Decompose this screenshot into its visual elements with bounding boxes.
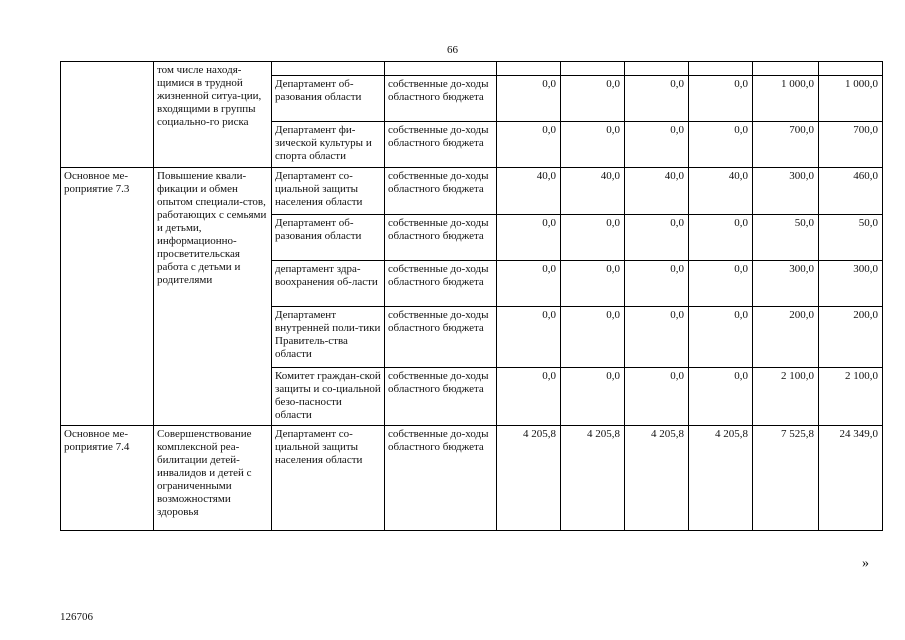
- funding-source-cell: собственные до-ходы областного бюджета: [385, 307, 497, 368]
- amount-cell: 300,0: [753, 168, 819, 215]
- executor-cell: департамент здра-воохранения об-ласти: [272, 261, 385, 307]
- amount-cell: 4 205,8: [561, 426, 625, 531]
- top-cell: [497, 62, 561, 76]
- amount-cell: 0,0: [625, 261, 689, 307]
- top-cell: [272, 62, 385, 76]
- funding-source-cell: собственные до-ходы областного бюджета: [385, 261, 497, 307]
- top-cell-description: том числе находя-щимися в трудной жизненной ситуа-ции, входящими в группы социально-го риска: [154, 62, 272, 168]
- amount-cell: 0,0: [561, 307, 625, 368]
- executor-cell: Департамент фи-зической культуры и спорта области: [272, 122, 385, 168]
- top-cell: [689, 62, 753, 76]
- amount-cell: 0,0: [497, 261, 561, 307]
- amount-cell: 0,0: [561, 122, 625, 168]
- top-cell: [561, 62, 625, 76]
- funding-source-cell: собственные до-ходы областного бюджета: [385, 76, 497, 122]
- amount-cell: 0,0: [689, 76, 753, 122]
- amount-cell: 50,0: [819, 215, 883, 261]
- amount-cell: 0,0: [561, 76, 625, 122]
- amount-cell: 700,0: [819, 122, 883, 168]
- amount-cell: 200,0: [753, 307, 819, 368]
- amount-cell: 0,0: [497, 368, 561, 426]
- top-cell: [385, 62, 497, 76]
- amount-cell: 40,0: [689, 168, 753, 215]
- amount-cell: 460,0: [819, 168, 883, 215]
- budget-table: [60, 61, 883, 531]
- amount-cell: 2 100,0: [753, 368, 819, 426]
- amount-cell: 4 205,8: [625, 426, 689, 531]
- activity-cell: Основное ме-роприятие 7.3: [61, 168, 154, 426]
- top-cell: [753, 62, 819, 76]
- description-cell: Повышение квали-фикации и обмен опытом специали-стов, работающих с семьями и детьми, информационно-просветительская работа с детьми и родителями: [154, 168, 272, 426]
- executor-cell: Департамент об-разования области: [272, 76, 385, 122]
- funding-source-cell: собственные до-ходы областного бюджета: [385, 122, 497, 168]
- amount-cell: 0,0: [625, 76, 689, 122]
- table-row: [61, 426, 883, 531]
- continue-mark: »: [862, 556, 869, 571]
- amount-cell: 7 525,8: [753, 426, 819, 531]
- table-top-row: [61, 62, 883, 76]
- top-cell: [819, 62, 883, 76]
- amount-cell: 24 349,0: [819, 426, 883, 531]
- amount-cell: 0,0: [625, 215, 689, 261]
- top-cell-activity: [61, 62, 154, 168]
- amount-cell: 1 000,0: [753, 76, 819, 122]
- amount-cell: 0,0: [561, 261, 625, 307]
- amount-cell: 0,0: [497, 215, 561, 261]
- amount-cell: 2 100,0: [819, 368, 883, 426]
- amount-cell: 0,0: [497, 122, 561, 168]
- amount-cell: 50,0: [753, 215, 819, 261]
- table-row: [61, 168, 883, 215]
- executor-cell: Департамент со-циальной защиты населения области: [272, 168, 385, 215]
- amount-cell: 0,0: [561, 368, 625, 426]
- document-code: 126706: [60, 611, 93, 623]
- funding-source-cell: собственные до-ходы областного бюджета: [385, 368, 497, 426]
- amount-cell: 4 205,8: [497, 426, 561, 531]
- amount-cell: 0,0: [689, 368, 753, 426]
- description-cell: Совершенствование комплексной реа-билитации детей-инвалидов и детей с ограниченными возможностями здоровья: [154, 426, 272, 531]
- amount-cell: 300,0: [819, 261, 883, 307]
- executor-cell: Департамент со-циальной защиты населения области: [272, 426, 385, 531]
- executor-cell: Департамент об-разования области: [272, 215, 385, 261]
- amount-cell: 0,0: [497, 307, 561, 368]
- page-number: 66: [447, 44, 458, 56]
- executor-cell: Департамент внутренней поли-тики Правитель-ства области: [272, 307, 385, 368]
- amount-cell: 0,0: [625, 307, 689, 368]
- amount-cell: 0,0: [625, 368, 689, 426]
- funding-source-cell: собственные до-ходы областного бюджета: [385, 168, 497, 215]
- amount-cell: 0,0: [497, 76, 561, 122]
- amount-cell: 300,0: [753, 261, 819, 307]
- amount-cell: 1 000,0: [819, 76, 883, 122]
- amount-cell: 4 205,8: [689, 426, 753, 531]
- amount-cell: 40,0: [497, 168, 561, 215]
- top-cell: [625, 62, 689, 76]
- amount-cell: 0,0: [561, 215, 625, 261]
- amount-cell: 700,0: [753, 122, 819, 168]
- amount-cell: 0,0: [689, 215, 753, 261]
- funding-source-cell: собственные до-ходы областного бюджета: [385, 215, 497, 261]
- amount-cell: 0,0: [625, 122, 689, 168]
- amount-cell: 0,0: [689, 122, 753, 168]
- amount-cell: 200,0: [819, 307, 883, 368]
- amount-cell: 40,0: [561, 168, 625, 215]
- amount-cell: 0,0: [689, 261, 753, 307]
- amount-cell: 0,0: [689, 307, 753, 368]
- executor-cell: Комитет граждан-ской защиты и со-циальной безо-пасности области: [272, 368, 385, 426]
- activity-cell: Основное ме-роприятие 7.4: [61, 426, 154, 531]
- funding-source-cell: собственные до-ходы областного бюджета: [385, 426, 497, 531]
- amount-cell: 40,0: [625, 168, 689, 215]
